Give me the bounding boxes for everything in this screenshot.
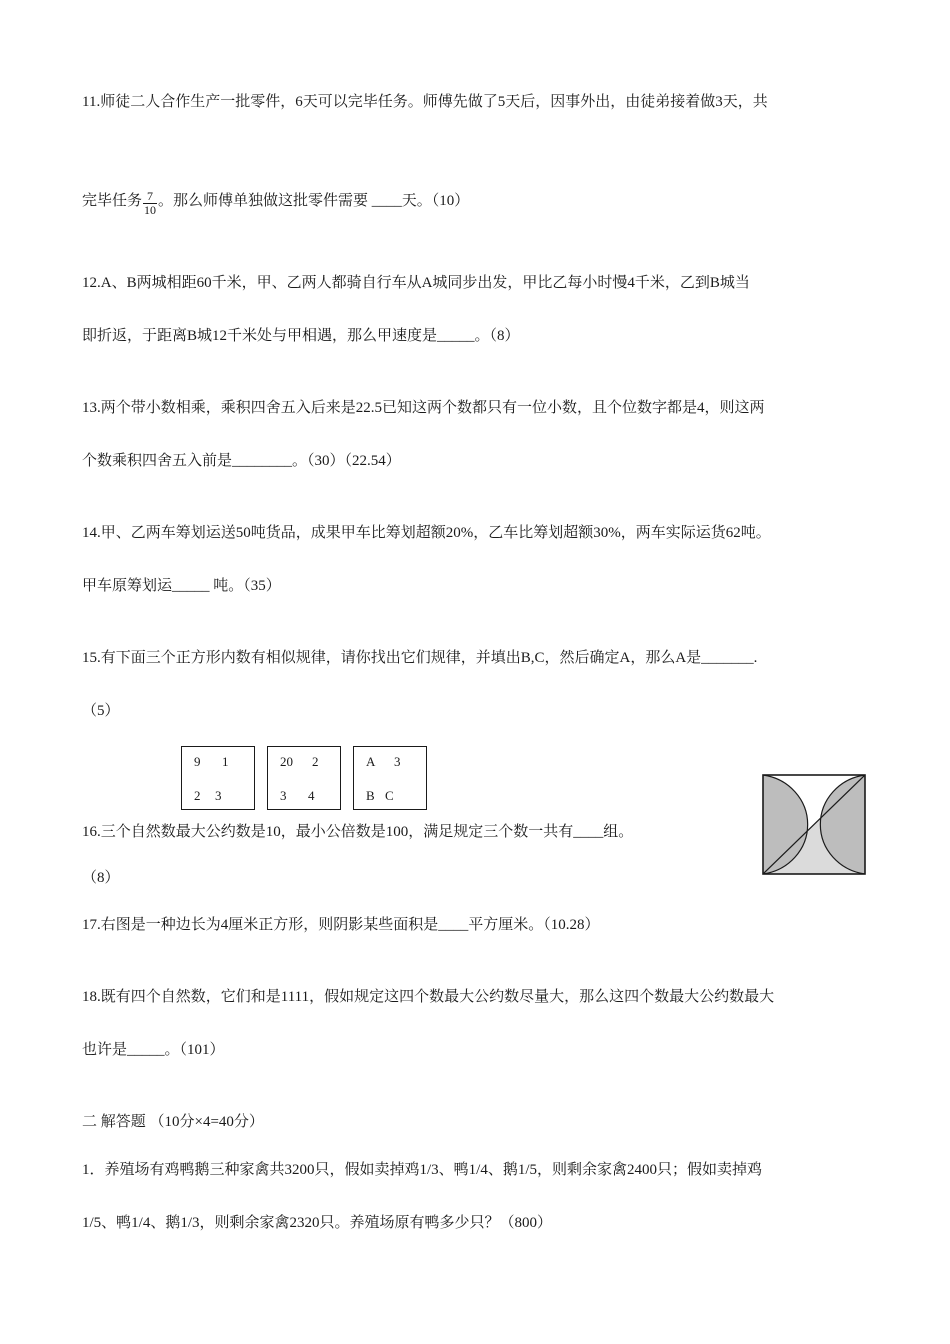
q18-line2: 也许是_____。（101）: [82, 1042, 225, 1058]
q13-line1: 13.两个带小数相乘，乘积四舍五入后来是22.5已知这两个数都只有一位小数，且个位数字都是4，则这两: [82, 400, 765, 416]
q16-line2: （8）: [82, 870, 120, 886]
number-square-2: [267, 746, 341, 810]
q11-line2: [82, 190, 469, 217]
shaded-square-svg: [762, 774, 867, 876]
q11-line2-pre: 完毕任务: [82, 193, 143, 209]
number-square-1: [181, 746, 255, 810]
p1-line2: 1/5、鸭1/4、鹅1/3，则剩余家禽2320只。养殖场原有鸭多少只？（800）: [82, 1215, 553, 1231]
q13-line2: 个数乘积四舍五入前是________。（30）（22.54）: [82, 453, 401, 469]
square-1-top-right: 1: [222, 754, 229, 769]
section-heading: 二 解答题 （10分×4=40分）: [82, 1114, 264, 1130]
q11-line2-post: 。那么师傅单独做这批零件需要 ____天。（10）: [158, 193, 470, 209]
q16-line1: 16.三个自然数最大公约数是10，最小公倍数是100，满足规定三个数一共有____组。: [82, 824, 634, 840]
q17-line1: 17.右图是一种边长为4厘米正方形，则阴影某些面积是____平方厘米。（10.28）: [82, 917, 600, 933]
square-2-top-left: 20: [280, 754, 293, 769]
square-3-top-right: 3: [394, 754, 401, 769]
q18-line1: 18.既有四个自然数，它们和是1111，假如规定这四个数最大公约数尽量大，那么这四个数最大公约数最大: [82, 989, 775, 1005]
q12-line2: 即折返，于距离B城12千米处与甲相遇，那么甲速度是_____。（8）: [82, 328, 520, 344]
p1-line1: 1．养殖场有鸡鸭鹅三种家禽共3200只，假如卖掉鸡1/3、鸭1/4、鹅1/5，则剩余家禽2400只；假如卖掉鸡: [82, 1162, 763, 1178]
square-2-bottom-right: 4: [308, 788, 315, 803]
q11-fraction: [143, 190, 157, 217]
q15-line1: 15.有下面三个正方形内数有相似规律，请你找出它们规律，并填出B,C，然后确定A，那么A是_______.: [82, 650, 758, 666]
square-3-bottom-left: B: [366, 788, 375, 803]
square-1-bottom-left: 2: [194, 788, 201, 803]
q15-line2: （5）: [82, 703, 120, 719]
q11-line1: 11.师徒二人合作生产一批零件，6天可以完毕任务。师傅先做了5天后，因事外出，由徒弟接着做3天，共: [82, 94, 768, 110]
number-square-3: [353, 746, 427, 810]
square-2-top-right: 2: [312, 754, 319, 769]
q14-line2: 甲车原筹划运_____ 吨。（35）: [82, 578, 281, 594]
fraction-denominator: 10: [144, 203, 157, 217]
q14-line1: 14.甲、乙两车筹划运送50吨货品，成果甲车比筹划超额20%，乙车比筹划超额30%，两车实际运货62吨。: [82, 525, 771, 541]
square-3-bottom-right: C: [385, 788, 394, 803]
square-2-bottom-left: 3: [280, 788, 287, 803]
square-3-top-left: A: [366, 754, 376, 769]
square-1-top-left: 9: [194, 754, 201, 769]
q12-line1: 12.A、B两城相距60千米，甲、乙两人都骑自行车从A城同步出发，甲比乙每小时慢4千米，乙到B城当: [82, 275, 750, 291]
shaded-square-figure: [762, 774, 867, 881]
square-1-bottom-right: 3: [215, 788, 222, 803]
fraction-numerator: 7: [147, 189, 154, 203]
